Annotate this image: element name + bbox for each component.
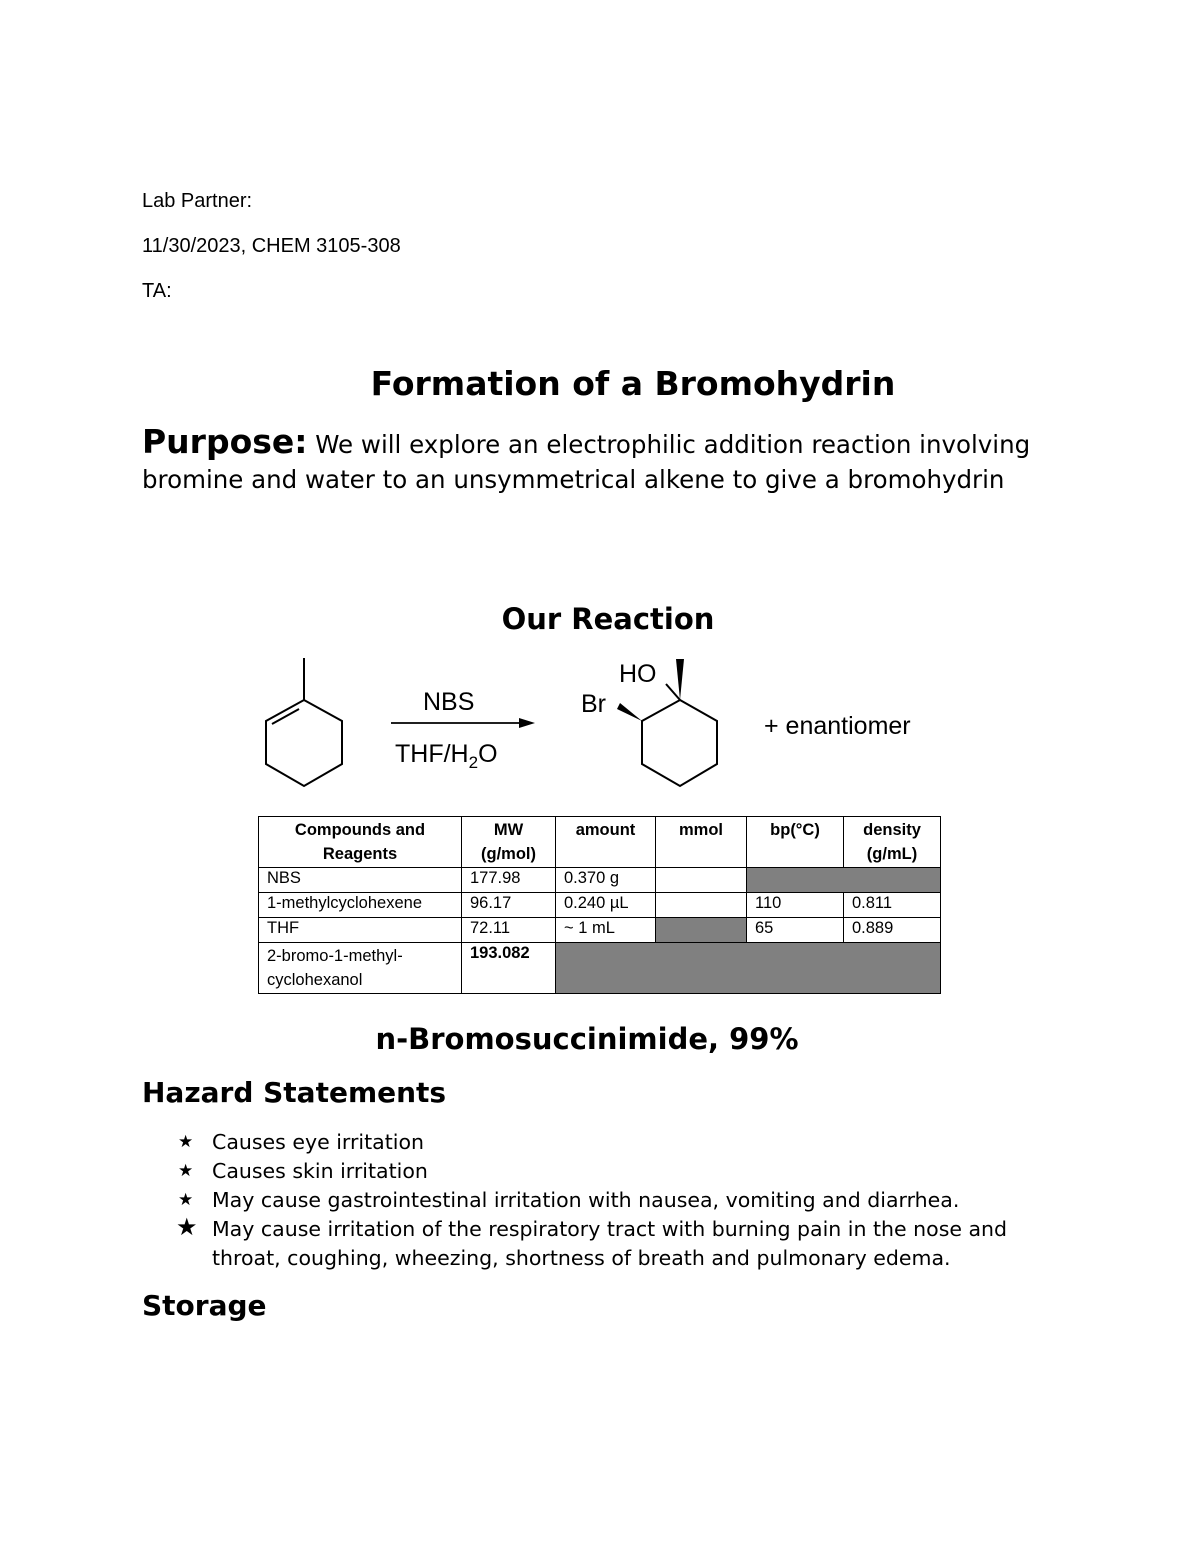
star-bullet-icon: ★ bbox=[178, 1161, 194, 1181]
table-row bbox=[259, 918, 941, 943]
table-header-row bbox=[259, 817, 941, 868]
cell-name: 2-bromo-1-methyl-cyclohexanol bbox=[259, 943, 462, 994]
cell-shaded bbox=[556, 943, 941, 994]
cell-name: THF bbox=[259, 918, 462, 943]
col-header: bp(°C) bbox=[747, 817, 844, 868]
star-bullet-icon: ★ bbox=[176, 1213, 198, 1241]
col-header: density (g/mL) bbox=[844, 817, 941, 868]
methylcyclohexene-structure bbox=[266, 658, 342, 786]
ta-line: TA: bbox=[142, 280, 172, 302]
cell-shaded bbox=[656, 918, 747, 943]
storage-heading: Storage bbox=[142, 1289, 267, 1322]
col-header: Compounds and Reagents bbox=[259, 817, 462, 868]
table-row bbox=[259, 943, 941, 994]
date-course-line: 11/30/2023, CHEM 3105-308 bbox=[142, 235, 401, 257]
reagent-solvent: THF/$H_2O$ bbox=[395, 740, 498, 772]
bromine-label: Br bbox=[581, 690, 606, 718]
cell-name: 1-methylcyclohexene bbox=[259, 893, 462, 918]
cell-amount: 0.240 µL bbox=[556, 893, 656, 918]
list-item: ★ May cause irritation of the respiratory tract with burning pain in the nose and throat, coughing, wheezing, shortness of breath and pulmonary edema. bbox=[176, 1213, 1008, 1270]
cell-mw: 72.11 bbox=[462, 918, 556, 943]
purpose-paragraph bbox=[142, 424, 1082, 497]
chemical-name-heading: n-Bromosuccinimide, 99% bbox=[375, 1022, 799, 1056]
col-header: mmol bbox=[656, 817, 747, 868]
cell-mmol bbox=[656, 893, 747, 918]
reaction-arrow bbox=[391, 718, 535, 728]
enantiomer-label: + enantiomer bbox=[764, 712, 911, 740]
page-title: Formation of a Bromohydrin bbox=[370, 364, 896, 403]
hazard-list bbox=[170, 1128, 1070, 1273]
reaction-scheme bbox=[255, 650, 955, 800]
cell-amount: ~ 1 mL bbox=[556, 918, 656, 943]
purpose-text: We will explore an electrophilic addition reaction involving bromine and water to an unsymmetrical alkene to give a bromohydrin bbox=[142, 430, 1031, 494]
cell-name: NBS bbox=[259, 868, 462, 893]
reaction-title: Our Reaction bbox=[501, 602, 715, 636]
list-item: ★ Causes eye irritation bbox=[170, 1128, 1070, 1157]
cell-mw: 193.082 bbox=[462, 943, 556, 994]
star-bullet-icon: ★ bbox=[178, 1132, 194, 1152]
cell-mw: 96.17 bbox=[462, 893, 556, 918]
col-header: MW (g/mol) bbox=[462, 817, 556, 868]
list-item: ★ May cause gastrointestinal irritation with nausea, vomiting and diarrhea. bbox=[170, 1186, 1070, 1215]
cell-bp: 65 bbox=[747, 918, 844, 943]
cell-shaded bbox=[747, 868, 941, 893]
cell-density: 0.889 bbox=[844, 918, 941, 943]
hydroxyl-label: HO bbox=[619, 660, 657, 688]
cell-mw: 177.98 bbox=[462, 868, 556, 893]
list-item: ★ Causes skin irritation bbox=[170, 1157, 1070, 1186]
cell-mmol bbox=[656, 868, 747, 893]
cell-bp: 110 bbox=[747, 893, 844, 918]
star-bullet-icon: ★ bbox=[178, 1190, 194, 1210]
table-row bbox=[259, 893, 941, 918]
reagent-table bbox=[258, 816, 941, 994]
lab-partner-line: Lab Partner: bbox=[142, 190, 253, 212]
col-header: amount bbox=[556, 817, 656, 868]
hazard-heading: Hazard Statements bbox=[142, 1076, 447, 1109]
reagent-nbs: NBS bbox=[423, 688, 475, 716]
purpose-label: Purpose: bbox=[142, 422, 308, 461]
cell-amount: 0.370 g bbox=[556, 868, 656, 893]
table-row bbox=[259, 868, 941, 893]
cell-density: 0.811 bbox=[844, 893, 941, 918]
